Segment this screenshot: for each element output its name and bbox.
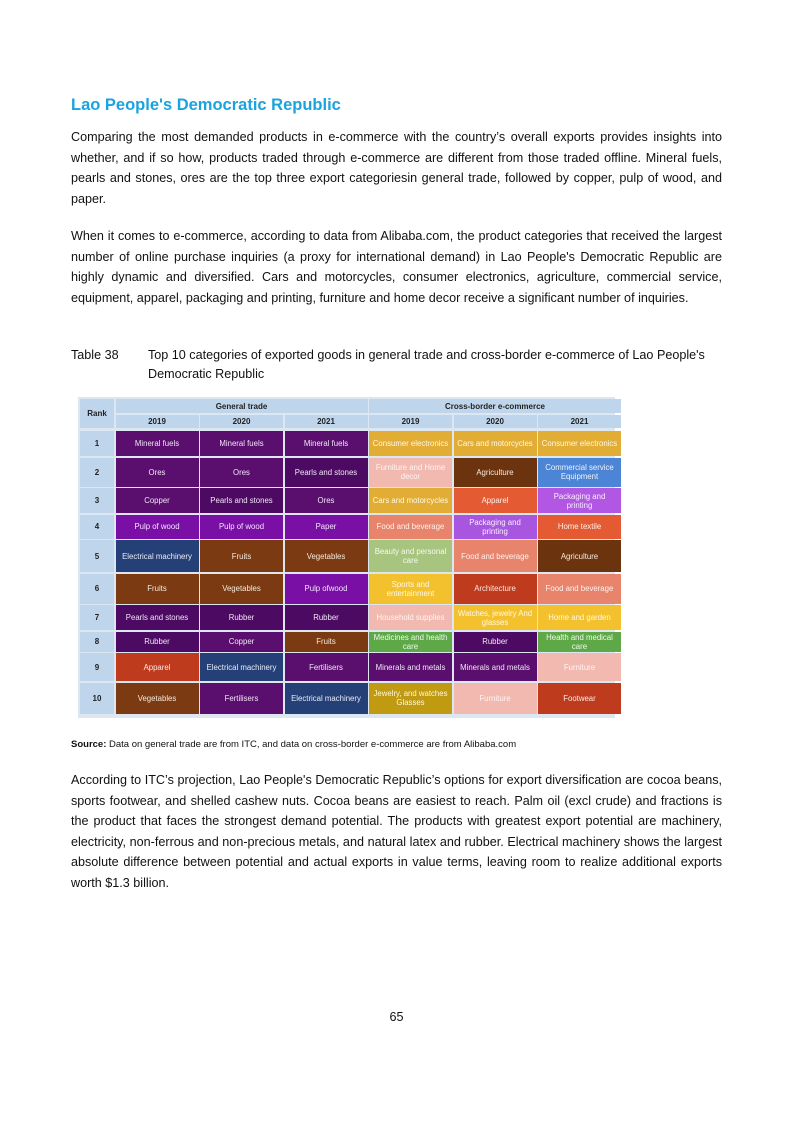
cross-border-header: Cross-border e-commerce [369,399,621,413]
exports-table [78,397,618,718]
category-cell: Apparel [116,653,199,681]
category-cell: Home and garden [538,605,621,630]
category-cell: Jewelry, and watches Glasses [369,683,452,714]
year-header: 2020 [200,415,283,428]
rank-cell: 3 [80,488,114,513]
category-cell: Packaging and printing [454,515,537,539]
source-text: Data on general trade are from ITC, and data on cross-border e-commerce are from Alibaba.com [106,739,517,750]
category-cell: Agriculture [454,458,537,487]
category-cell: Medicines and health care [369,632,452,652]
category-cell: Packaging and printing [538,488,621,513]
category-cell: Pearls and stones [285,458,368,487]
category-cell: Footwear [538,683,621,714]
paragraph-diversification: According to ITC’s projection, Lao People's Democratic Republic’s options for export diversification are cocoa beans, sports footwear, and shelled cashew nuts. Cocoa beans are easiest to reach. Palm oil (excl crude) and fractions is the product that faces the strongest demand potential. The products with greatest export potential are machinery, electricity, non-ferrous and non-precious metals, and natural latex and rubber. Electrical machinery shows the largest absolute difference between potential and actual exports in value terms, leaving room to realize additional exports worth $1.3 billion. [71,773,722,890]
category-cell: Rubber [116,632,199,652]
category-cell: Electrical machinery [285,683,368,714]
rank-header: Rank [80,399,114,428]
year-header: 2021 [285,415,368,428]
category-cell: Vegetables [116,683,199,714]
category-cell: Ores [285,488,368,513]
category-cell: Watches, jewelry And glasses [454,605,537,630]
rank-cell: 1 [80,431,114,456]
category-cell: Pulp of wood [116,515,199,539]
category-cell: Cars and motorcycles [454,431,537,456]
category-cell: Fertilisers [200,683,283,714]
category-cell: Food and beverage [369,515,452,539]
category-cell: Pulp ofwood [285,574,368,604]
category-cell: Fruits [200,540,283,572]
category-cell: Home textile [538,515,621,539]
source-label: Source: [71,739,107,750]
category-cell: Electrical machinery [116,540,199,572]
rank-cell: 7 [80,605,114,630]
year-header: 2019 [369,415,452,428]
rank-cell: 9 [80,653,114,681]
rank-cell: 10 [80,683,114,714]
category-cell: Pearls and stones [200,488,283,513]
year-header: 2021 [538,415,621,428]
category-cell: Ores [200,458,283,487]
category-cell: Mineral fuels [200,431,283,456]
category-cell: Ores [116,458,199,487]
category-cell: Cars and motorcycles [369,488,452,513]
category-cell: Minerals and metals [369,653,452,681]
category-cell: Fruits [116,574,199,604]
year-header: 2019 [116,415,199,428]
category-cell: Agriculture [538,540,621,572]
category-cell: Beauty and personal care [369,540,452,572]
category-cell: Vegetables [200,574,283,604]
category-cell: Consumer electronics [369,431,452,456]
page-number: 65 [389,1010,404,1024]
category-cell: Fruits [285,632,368,652]
year-header: 2020 [454,415,537,428]
paragraph-ecommerce: When it comes to e-commerce, according to data from Alibaba.com, the product categories that received the largest number of online purchase inquiries (a proxy for international demand) in Lao People's Democratic Republic are highly dynamic and diversified. Cars and motorcycles, consumer electronics, agriculture, commercial service, equipment, apparel, packaging and printing, furniture and home decor receive a significant number of inquiries. [71,229,722,305]
category-cell: Food and beverage [454,540,537,572]
category-cell: Electrical machinery [200,653,283,681]
table-caption-text: Top 10 categories of exported goods in general trade and cross-border e-commerce of Lao People's Democratic Republic [148,348,705,381]
rank-cell: 6 [80,574,114,604]
category-cell: Sports and entertainment [369,574,452,604]
category-cell: Furniture and Home decor [369,458,452,487]
category-cell: Mineral fuels [285,431,368,456]
category-cell: Mineral fuels [116,431,199,456]
rank-cell: 2 [80,458,114,487]
category-cell: Rubber [285,605,368,630]
category-cell: Rubber [454,632,537,652]
source-note [71,739,516,750]
category-cell: Household supplies [369,605,452,630]
category-cell: Minerals and metals [454,653,537,681]
category-cell: Rubber [200,605,283,630]
category-cell: Furniture [454,683,537,714]
category-cell: Consumer electronics [538,431,621,456]
category-cell: Pearls and stones [116,605,199,630]
category-cell: Health and medical care [538,632,621,652]
rank-cell: 5 [80,540,114,572]
category-cell: Apparel [454,488,537,513]
rank-cell: 8 [80,632,114,652]
category-cell: Furniture [538,653,621,681]
category-cell: Paper [285,515,368,539]
category-cell: Copper [200,632,283,652]
category-cell: Copper [116,488,199,513]
category-cell: Food and beverage [538,574,621,604]
rank-cell: 4 [80,515,114,539]
paragraph-intro: Comparing the most demanded products in e-commerce with the country’s overall exports provides insights into whether, and if so how, products traded through e-commerce are different from those traded offline. Mineral fuels, pearls and stones, ores are the top three export categoriesin general trade, followed by copper, pulp of wood, and paper. [71,130,722,206]
category-cell: Commercial service Equipment [538,458,621,487]
category-cell: Architecture [454,574,537,604]
section-heading: Lao People's Democratic Republic [71,96,341,114]
category-cell: Fertilisers [285,653,368,681]
table-number: Table 38 [71,348,119,362]
general-trade-header: General trade [116,399,368,413]
category-cell: Vegetables [285,540,368,572]
category-cell: Pulp of wood [200,515,283,539]
